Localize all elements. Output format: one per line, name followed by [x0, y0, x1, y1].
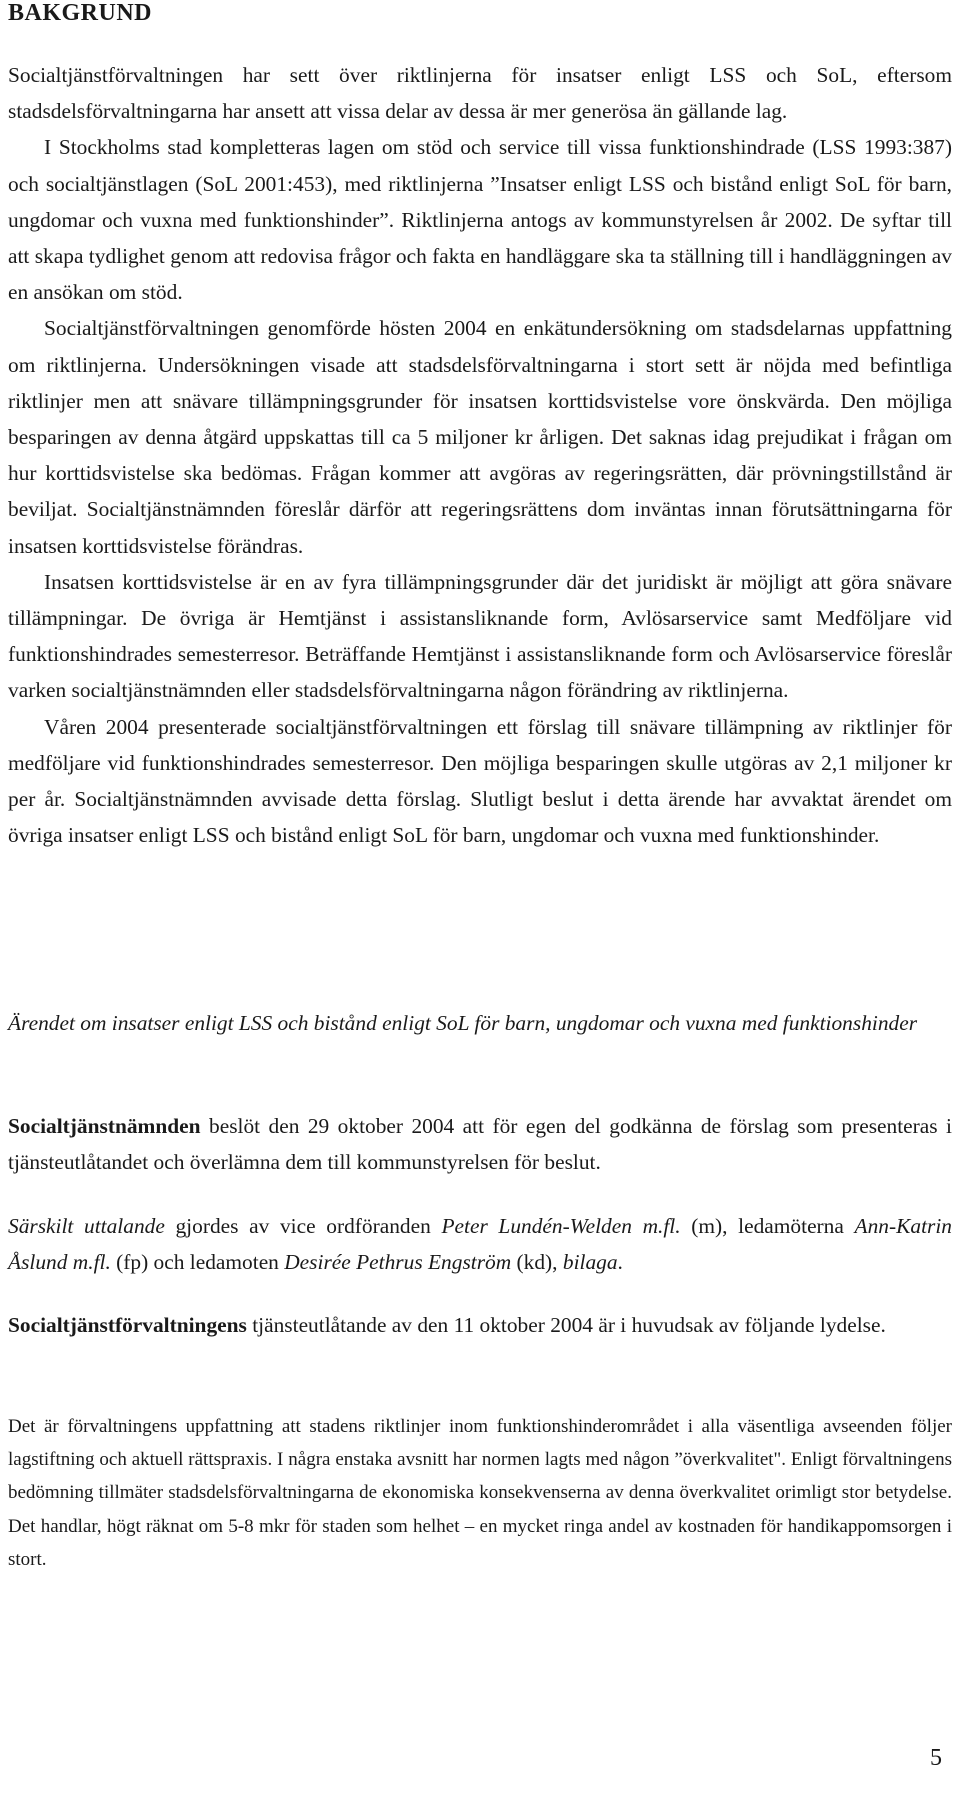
- report-paragraph: [8, 1307, 952, 1343]
- statement-text-2: (m), ledamöterna: [680, 1214, 855, 1238]
- quoted-text: Det är förvaltningens uppfattning att stadens riktlinjer inom funktionshinderområdet i alla väsentliga avseenden följer lagstiftning och aktuell rättspraxis. I några enstaka avsnitt har normen lagts med någon ”överkvalitet". Enligt förvaltningens bedömning tillmäter stadsdelsförvaltningarna de ekonomiska konsekvenserna av denna överkvalitet orimligt stor betydelse. Det handlar, högt räknat om 5-8 mkr för staden som helhet – en mycket ringa andel av kostnaden för handikappomsorgen i stort.: [8, 1416, 952, 1570]
- report-text: tjänsteutlåtande av den 11 oktober 2004 är i huvudsak av följande lydelse.: [246, 1313, 886, 1337]
- statement-text-3: (fp) och ledamoten: [110, 1250, 285, 1275]
- statement-text-1: gjordes av vice ordföranden: [164, 1214, 442, 1238]
- statement-paragraph: [8, 1208, 952, 1280]
- background-text: [8, 57, 952, 853]
- decision-subject: Socialtjänstnämnden: [8, 1114, 201, 1138]
- statement-attachment: bilaga: [562, 1250, 618, 1275]
- case-title: [8, 1005, 952, 1041]
- report-subject: Socialtjänstförvaltningens: [8, 1313, 247, 1337]
- paragraph-5: Våren 2004 presenterade socialtjänstförvaltningen ett förslag till snävare tillämpning av riktlinjer för medföljare vid funktionshindrades semesterresor. Den möjliga besparingen skulle utgöras av 2,1 miljoner kr per år. Socialtjänstnämnden avvisade detta förslag. Slutligt beslut i detta ärende har avvaktat ärendet om övriga insatser enligt LSS och bistånd enligt SoL för barn, ungdomar och vuxna med funktionshinder.: [8, 714, 952, 848]
- decision-text: beslöt den 29 oktober 2004 att för egen del godkänna de förslag som presenteras i tjänsteutlåtandet och överlämna dem till kommunstyrelsen för beslut.: [8, 1114, 952, 1175]
- case-title-text: Ärendet om insatser enligt LSS och bistånd enligt SoL för barn, ungdomar och vuxna med funktionshinder: [8, 1011, 918, 1035]
- paragraph-3: Socialtjänstförvaltningen genomförde hösten 2004 en enkätundersökning om stadsdelarnas uppfattning om riktlinjerna. Undersökningen visade att stadsdelsförvaltningarna i stort sett är nöjda med befintliga riktlinjer men att snävare tillämpningsgrunder för insatsen korttidsvistelse vore önskvärda. Den möjliga besparingen av denna åtgärd uppskattas till ca 5 miljoner kr årligen. Det saknas idag prejudikat i frågan om hur korttidsvistelse ska bedömas. Frågan kommer att avgöras av regeringsrätten, där prövningstillstånd är beviljat. Socialtjänstnämnden föreslår därför att regeringsrättens dom inväntas innan förutsättningarna för insatsen korttidsvistelse förändras.: [8, 316, 952, 558]
- statement-label: Särskilt uttalande: [8, 1214, 165, 1238]
- page-number: 5: [930, 1745, 942, 1771]
- decision-paragraph: [8, 1108, 952, 1180]
- paragraph-2: I Stockholms stad kompletteras lagen om stöd och service till vissa funktionshindrade (LSS 1993:387) och socialtjänstlagen (SoL 2001:453), med riktlinjerna ”Insatser enligt LSS och bistånd enligt SoL för barn, ungdomar och vuxna med funktionshinder”. Riktlinjerna antogs av kommunstyrelsen år 2002. De syftar till att skapa tydlighet genom att redovisa frågor och fakta en handläggare ska ta ställning till i handläggningen av en ansökan om stöd.: [8, 135, 952, 305]
- statement-end: .: [617, 1250, 623, 1275]
- statement-person-2: Ann-Katrin Åslund m.fl.: [8, 1214, 952, 1275]
- statement-person-1: Peter Lundén-Welden m.fl.: [441, 1214, 681, 1238]
- statement-person-3: Desirée Pethrus Engström: [284, 1250, 512, 1275]
- statement-text-4: (kd),: [511, 1250, 563, 1275]
- section-heading: BAKGRUND: [8, 0, 153, 26]
- paragraph-1: Socialtjänstförvaltningen har sett över riktlinjerna för insatser enligt LSS och SoL, eftersom stadsdelsförvaltningarna har ansett att vissa delar av dessa är mer generösa än gällande lag.: [8, 63, 952, 124]
- paragraph-4: Insatsen korttidsvistelse är en av fyra tillämpningsgrunder där det juridiskt är möjligt att göra snävare tillämpningar. De övriga är Hemtjänst i assistansliknande form, Avlösarservice samt Medföljare vid funktionshindrades semesterresor. Beträffande Hemtjänst i assistansliknande form och Avlösarservice föreslår varken socialtjänstnämnden eller stadsdelsförvaltningarna någon förändring av riktlinjerna.: [8, 569, 952, 703]
